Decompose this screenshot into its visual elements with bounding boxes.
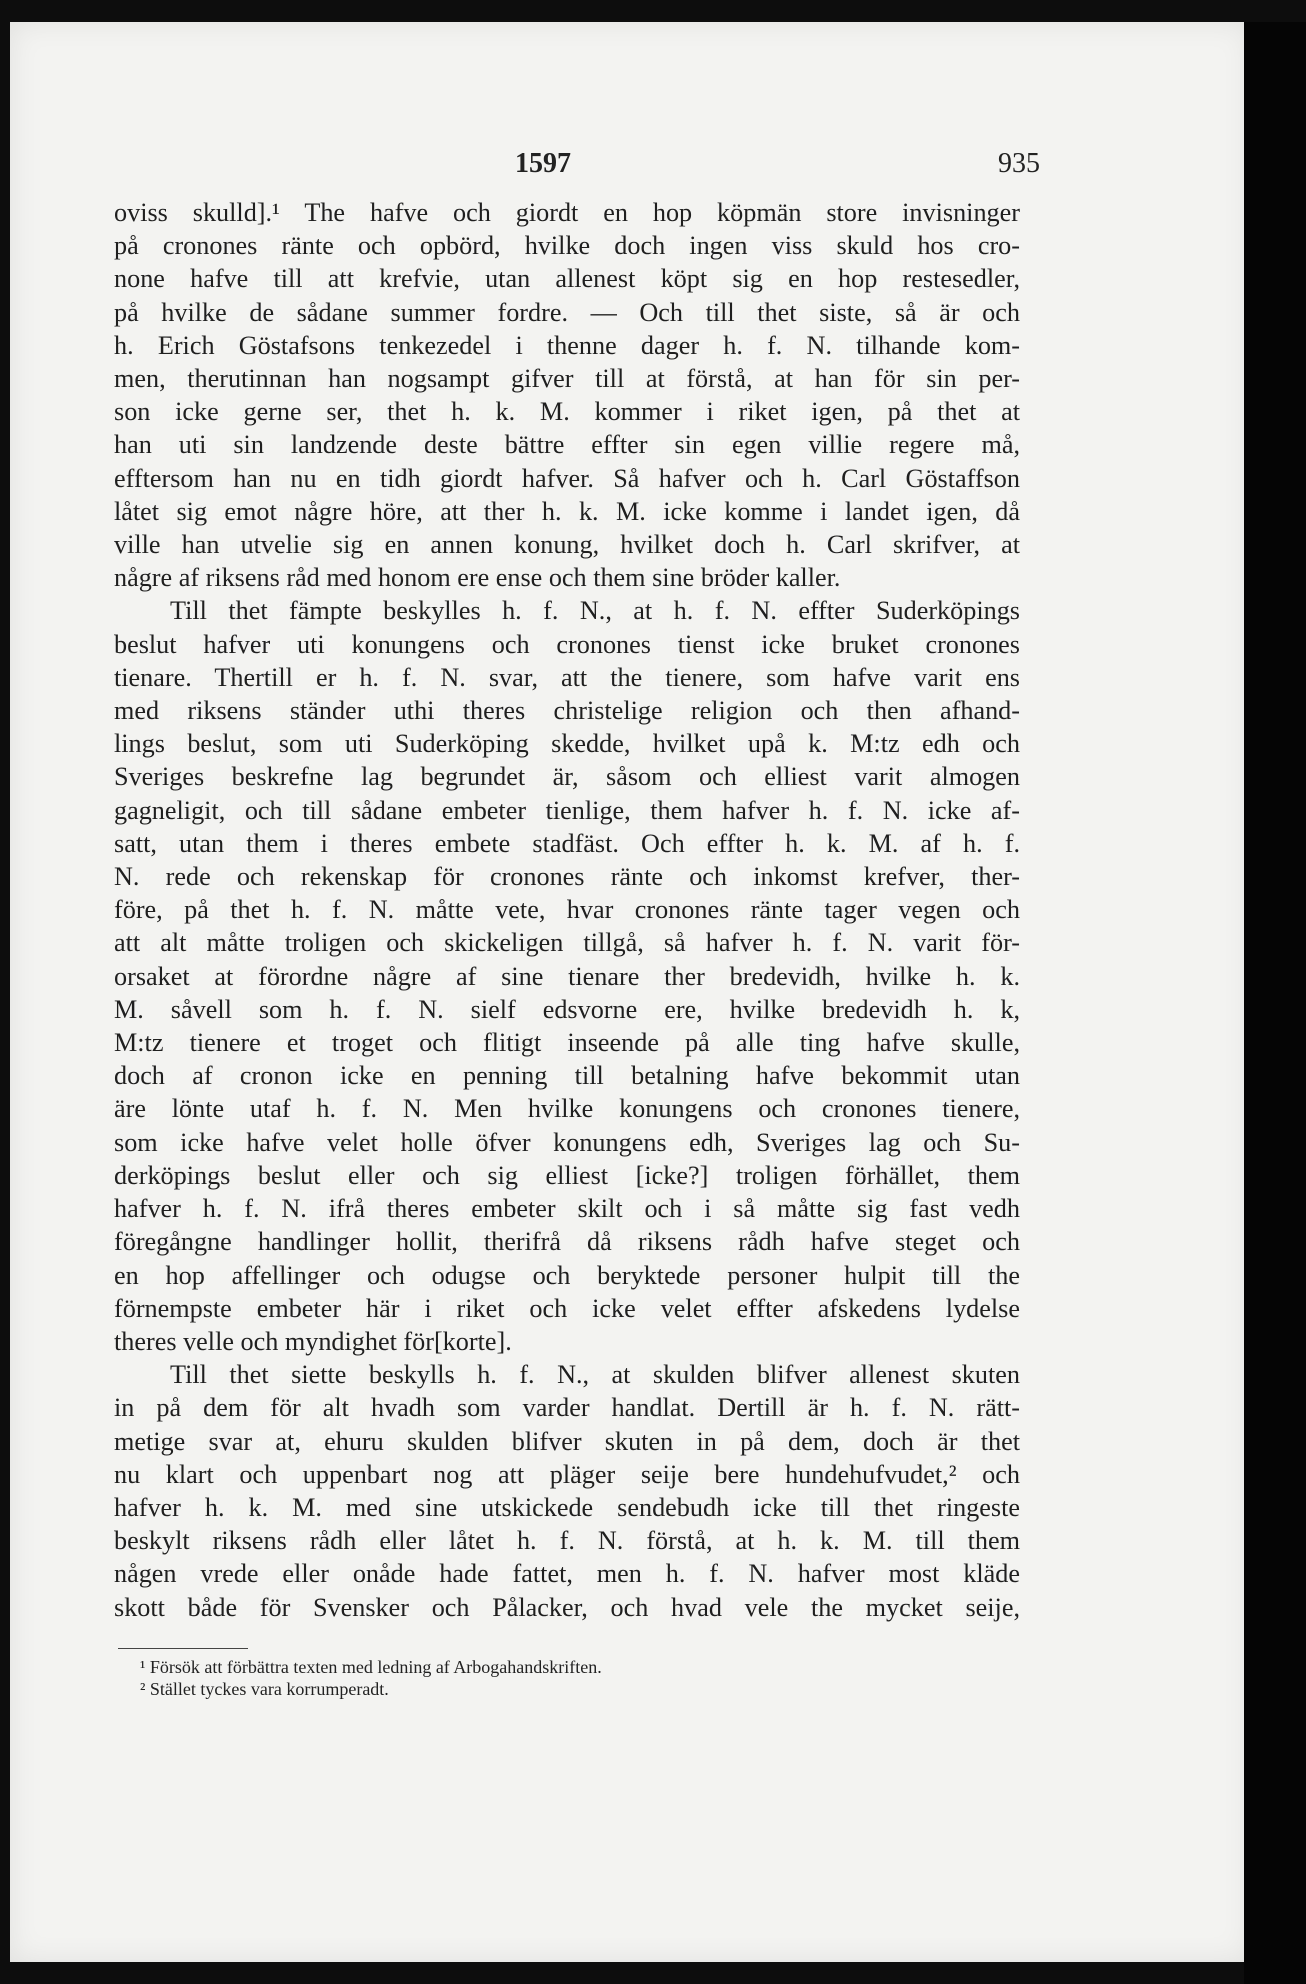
text-line: lings beslut, som uti Suderköping skedde, hvilket upå k. M:tz edh och <box>114 729 1020 759</box>
text-line: M:tz tienere et troget och flitigt inseende på alle ting hafve skulle, <box>114 1028 1020 1058</box>
footnotes <box>140 1656 1020 1700</box>
text-line: någre af riksens råd med honom ere ense och them sine bröder kaller. <box>114 563 841 593</box>
page-number: 935 <box>998 148 1040 179</box>
text-line: hafver h. k. M. med sine utskickede sendebudh icke till thet ringeste <box>114 1492 1020 1522</box>
text-line: Sveriges beskrefne lag begrundet är, såsom och elliest varit almogen <box>114 762 1020 792</box>
text-line: med riksens ständer uthi theres christelige religion och then afhand- <box>114 696 1020 726</box>
text-line: nu klart och uppenbart nog att pläger seije bere hundehufvudet,² och <box>114 1459 1020 1489</box>
text-line: theres velle och myndighet för[korte]. <box>114 1326 512 1356</box>
text-line: metige svar at, ehuru skulden blifver skuten in på dem, doch är thet <box>114 1426 1020 1456</box>
text-line: orsaket at förordne någre af sine tienare ther bredevidh, hvilke h. k. <box>114 961 1020 991</box>
body-text <box>114 196 1020 1624</box>
text-line: oviss skulld].¹ The hafve och giordt en hop köpmän store invisninger <box>114 198 1020 227</box>
footnote-rule <box>118 1648 248 1649</box>
text-line: efftersom han nu en tidh giordt hafver. Så hafver och h. Carl Göstaffson <box>114 463 1020 493</box>
text-line: skott både för Svensker och Pålacker, och hvad vele the mycket seije, <box>114 1592 1020 1622</box>
text-line: h. Erich Göstafsons tenkezedel i thenne dager h. f. N. tilhande kom- <box>114 330 1020 360</box>
scan-edge-shadow <box>1244 22 1306 1984</box>
text-line: M. såvell som h. f. N. sielf edsvorne ere, hvilke bredevidh h. k, <box>114 994 1020 1024</box>
text-line: hafver h. f. N. ifrå theres embeter skilt och i så måtte sig fast vedh <box>114 1194 1020 1224</box>
text-line: in på dem för alt hvadh som varder handlat. Dertill är h. f. N. rätt- <box>114 1393 1020 1423</box>
text-line: förnempste embeter här i riket och icke velet effter afskedens lydelse <box>114 1293 1020 1323</box>
text-line: en hop affellinger och odugse och beryktede personer hulpit till the <box>114 1260 1020 1290</box>
text-line: beskylt riksens rådh eller låtet h. f. N. förstå, at h. k. M. till them <box>114 1526 1020 1556</box>
text-line: ville han utvelie sig en annen konung, hvilket doch h. Carl skrifver, at <box>114 530 1020 560</box>
text-line: låtet sig emot någre höre, att ther h. k. M. icke komme i landet igen, då <box>114 496 1020 526</box>
text-line: tienare. Thertill er h. f. N. svar, att the tienere, som hafve varit ens <box>114 662 1020 692</box>
text-line: Till thet fämpte beskylles h. f. N., at h. f. N. effter Suderköpings <box>170 596 1020 626</box>
text-line: beslut hafver uti konungens och cronones tienst icke bruket cronones <box>114 629 1020 659</box>
text-line: N. rede och rekenskap för cronones ränte och inkomst krefver, ther- <box>114 862 1020 892</box>
text-line: på hvilke de sådane summer fordre. — Och till thet siste, så är och <box>114 297 1020 327</box>
text-line: äre lönte utaf h. f. N. Men hvilke konungens och cronones tienere, <box>114 1094 1020 1124</box>
text-line: före, på thet h. f. N. måtte vete, hvar cronones ränte tager vegen och <box>114 895 1020 925</box>
text-line: föregångne handlinger hollit, therifrå då riksens rådh hafve steget och <box>114 1227 1020 1257</box>
text-line: none hafve till att krefvie, utan allenest köpt sig en hop restesedler, <box>114 264 1020 294</box>
text-line: som icke hafve velet holle öfver konungens edh, Sveriges lag och Su- <box>114 1127 1020 1157</box>
text-line: men, therutinnan han nogsampt gifver till at förstå, at han för sin per- <box>114 364 1020 394</box>
text-line: Till thet siette beskylls h. f. N., at skulden blifver allenest skuten <box>170 1360 1020 1390</box>
text-line: någen vrede eller onåde hade fattet, men h. f. N. hafver most kläde <box>114 1559 1020 1589</box>
text-line: son icke gerne ser, thet h. k. M. kommer i riket igen, på thet at <box>114 397 1020 427</box>
text-line: på cronones ränte och opbörd, hvilke doch ingen viss skuld hos cro- <box>114 231 1020 261</box>
text-line: att alt måtte troligen och skickeligen tillgå, så hafver h. f. N. varit för- <box>114 928 1020 958</box>
running-head <box>120 148 1040 188</box>
text-line: derköpings beslut eller och sig elliest [icke?] troligen förhället, them <box>114 1160 1020 1190</box>
year-heading: 1597 <box>515 148 571 179</box>
footnote-2: ² Stället tyckes vara korrumperadt. <box>140 1679 389 1699</box>
footnote-1: ¹ Försök att förbättra texten med ledning af Arbogahandskriften. <box>140 1657 602 1677</box>
text-line: gagneligit, och till sådane embeter tienlige, them hafver h. f. N. icke af- <box>114 795 1020 825</box>
text-line: han uti sin landzende deste bättre effter sin egen villie regere må, <box>114 430 1020 460</box>
text-line: doch af cronon icke en penning till betalning hafve bekommit utan <box>114 1061 1020 1091</box>
text-line: satt, utan them i theres embete stadfäst. Och effter h. k. M. af h. f. <box>114 828 1020 858</box>
